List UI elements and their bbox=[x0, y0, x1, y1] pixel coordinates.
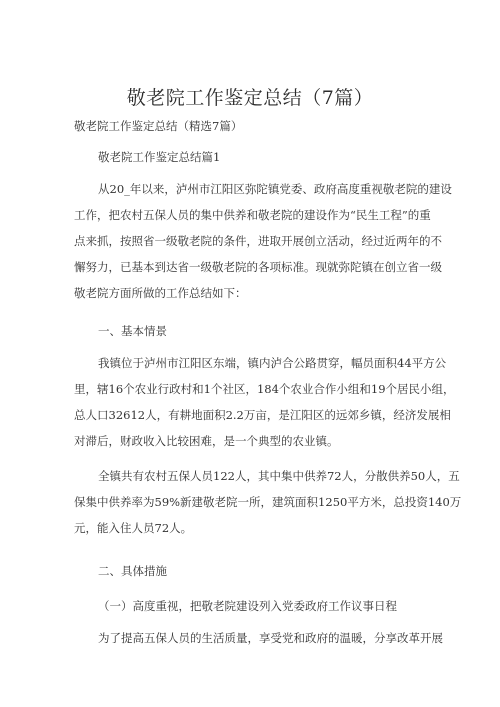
document-title: 敬老院工作鉴定总结（7篇） bbox=[126, 87, 374, 109]
heading-basic-situation: 一、基本情景 bbox=[98, 324, 167, 338]
paragraph-basic-situation bbox=[74, 350, 455, 454]
paragraph-line: 懈努力，已基本到达省一级敬老院的各项标准。现就弥陀镇在创立省一级 bbox=[74, 260, 442, 274]
paragraph-line: 从20_年以来，泸州市江阳区弥陀镇党委、政府高度重视敬老院的建设 bbox=[98, 182, 452, 196]
paragraph-intro bbox=[74, 176, 452, 306]
heading-specific-measures: 二、具体措施 bbox=[98, 564, 167, 578]
heading-high-attention: （一）高度重视，把敬老院建设列入党委政府工作议事日程 bbox=[98, 599, 397, 613]
paragraph-measures bbox=[74, 625, 443, 651]
paragraph-line: 保集中供养率为59%新建敬老院一所，建筑面积1250平方米，总投资140万 bbox=[74, 495, 462, 509]
paragraph-line: 为了提高五保人员的生活质量，享受党和政府的温暖，分享改革开展 bbox=[98, 631, 443, 645]
paragraph-line: 对滞后，财政收入比较困难，是一个典型的农业镇。 bbox=[74, 434, 339, 448]
document-subtitle: 敬老院工作鉴定总结（精选7篇） bbox=[74, 119, 243, 133]
paragraph-line: 我镇位于泸州市江阳区东端，镇内泸合公路贯穿，幅员面积44平方公 bbox=[98, 356, 447, 370]
paragraph-line: 敬老院方面所做的工作总结如下： bbox=[74, 286, 247, 300]
paragraph-wubao-stats bbox=[74, 463, 462, 541]
paragraph-line: 点来抓，按照省一级敬老院的条件，进取开展创立活动，经过近两年的不 bbox=[74, 234, 442, 248]
paragraph-line: 全镇共有农村五保人员122人，其中集中供养72人，分散供养50人，五 bbox=[98, 469, 460, 483]
paragraph-line: 里，辖16个农业行政村和1个社区，184个农业合作小组和19个居民小组， bbox=[74, 382, 455, 396]
paragraph-line: 元，能入住人员72人。 bbox=[74, 521, 193, 535]
paragraph-line: 工作，把农村五保人员的集中供养和敬老院的建设作为“民生工程”的重 bbox=[74, 208, 431, 222]
section-title: 敬老院工作鉴定总结篇1 bbox=[98, 150, 221, 164]
paragraph-line: 总人口32612人，有耕地面积2.2万亩，是江阳区的远郊乡镇，经济发展相 bbox=[74, 408, 451, 422]
